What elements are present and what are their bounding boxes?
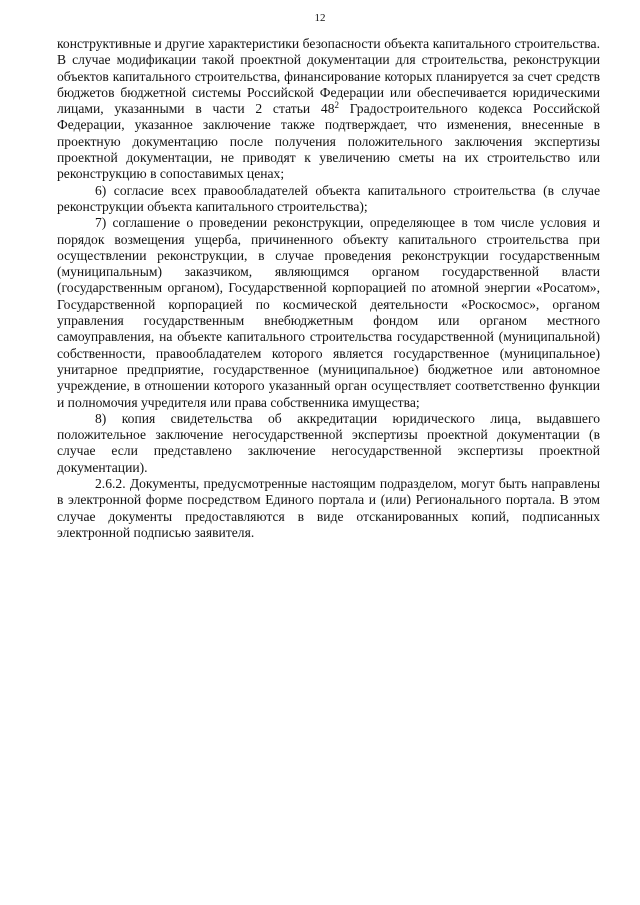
paragraph-safety-characteristics — [57, 36, 600, 183]
document-body — [57, 36, 600, 541]
article-superscript: 2 — [334, 100, 340, 111]
paragraph-item-8: 8) копия свидетельства об аккредитации юридического лица, выдавшего положительное заключение негосударственной экспертизы проектной документации (в случае если представлено заключение негосударственной экспертизы проектной документации). — [57, 410, 600, 475]
paragraph-2-6-2: 2.6.2. Документы, предусмотренные настоящим подразделом, могут быть направлены в электронной форме посредством Единого портала и (или) Регионального портала. В этом случае документы предоставляются в виде отсканированных копий, подписанных электронной подписью заявителя. — [57, 476, 600, 540]
page-number: 12 — [314, 12, 326, 24]
paragraph-text: конструктивные и другие характеристики безопасности объекта капитального строительства. В случае модификации такой проектной документации для строительства, реконструкции объектов капитального строительства, финансирование которых планируется за счет средств бюджетов бюджетной системы Российской Федерации или обеспечивается юридическими лицами, указанными в части 2 статьи 48 — [57, 36, 600, 117]
paragraph-text: Градостроительного кодекса Российской Федерации, указанное заключение также подтверждает, что изменения, внесенные в проектную документацию после получения положительного заключения экспертизы проектной документации, не приводят к увеличению сметы на их строительство или реконструкцию в сопоставимых ценах; — [57, 101, 600, 182]
paragraph-item-7: 7) соглашение о проведении реконструкции, определяющее в том числе условия и порядок возмещения ущерба, причиненного объекту капитального строительства при осуществлении реконструкции, в случае проведения реконструкции государственным (муниципальным) заказчиком, являющимся органом государственной власти (государственным органом), Государственной корпорацией по атомной энергии «Росатом», Государственной корпорацией по космической деятельности «Роскосмос», органом управления государственным внебюджетным фондом или органом местного самоуправления, на объекте капитального строительства государственной (муниципальной) собственности, правообладателем которого является государственное (муниципальное) унитарное предприятие, государственное (муниципальное) бюджетное или автономное учреждение, в отношении которого указанный орган осуществляет соответственно функции и полномочия учредителя или права собственника имущества; — [57, 215, 600, 410]
paragraph-item-6: 6) согласие всех правообладателей объекта капитального строительства (в случае реконструкции объекта капитального строительства); — [57, 182, 600, 214]
